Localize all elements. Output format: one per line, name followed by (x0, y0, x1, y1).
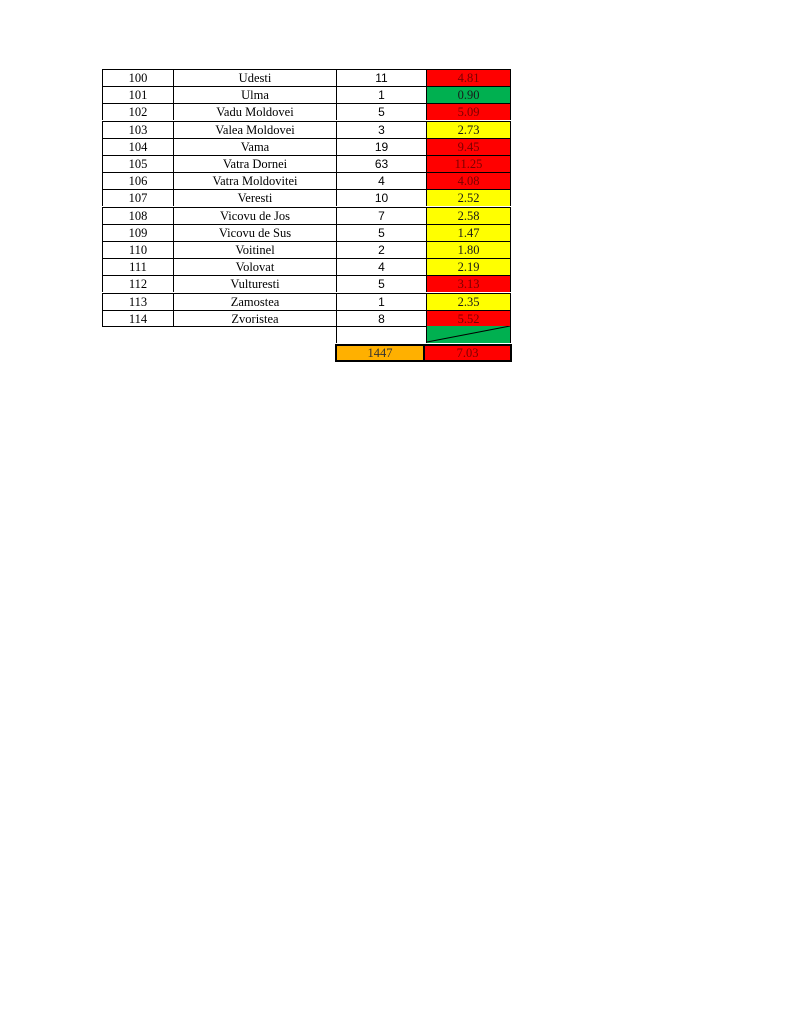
locality-name-cell: Vulturesti (173, 275, 336, 292)
rate-cell: 11.25 (426, 155, 511, 172)
row-number-cell: 100 (102, 69, 173, 86)
locality-name-cell: Vadu Moldovei (173, 103, 336, 120)
count-cell: 4 (336, 172, 426, 189)
count-cell: 1 (336, 86, 426, 103)
locality-name-cell: Vicovu de Sus (173, 224, 336, 241)
rate-cell: 5.09 (426, 103, 511, 120)
rate-cell: 2.58 (426, 207, 511, 224)
table-row (102, 172, 512, 189)
row-number-cell: 101 (102, 86, 173, 103)
count-cell: 2 (336, 241, 426, 258)
row-number-cell: 113 (102, 293, 173, 310)
locality-name-cell: Vama (173, 138, 336, 155)
row-number-cell: 107 (102, 189, 173, 206)
row-number-cell: 104 (102, 138, 173, 155)
row-number-cell: 108 (102, 207, 173, 224)
locality-name-cell: Veresti (173, 189, 336, 206)
row-number-cell: 112 (102, 275, 173, 292)
locality-name-cell: Valea Moldovei (173, 121, 336, 138)
total-rate-cell: 7.03 (423, 344, 512, 362)
diagonal-line-icon (427, 326, 510, 343)
rate-cell: 9.45 (426, 138, 511, 155)
count-cell: 8 (336, 310, 426, 327)
locality-name-cell: Zamostea (173, 293, 336, 310)
table-row (102, 155, 512, 172)
rate-cell: 2.35 (426, 293, 511, 310)
locality-name-cell: Vatra Dornei (173, 155, 336, 172)
locality-name-cell: Zvoristea (173, 310, 336, 327)
table-row (102, 189, 512, 206)
count-cell: 5 (336, 224, 426, 241)
table-row (102, 293, 512, 310)
count-cell: 10 (336, 189, 426, 206)
count-cell: 3 (336, 121, 426, 138)
rate-cell: 4.81 (426, 69, 511, 86)
table-row (102, 121, 512, 138)
rate-cell: 1.47 (426, 224, 511, 241)
table-row (102, 258, 512, 275)
table-row (102, 86, 512, 103)
count-cell: 19 (336, 138, 426, 155)
count-cell: 1 (336, 293, 426, 310)
rate-cell: 4.08 (426, 172, 511, 189)
blank-count-cell (336, 326, 426, 343)
table-row (102, 275, 512, 292)
rate-cell: 2.73 (426, 121, 511, 138)
blank-row (336, 326, 511, 343)
table-row (102, 138, 512, 155)
blank-rate-cell (426, 326, 511, 343)
row-number-cell: 114 (102, 310, 173, 327)
row-number-cell: 105 (102, 155, 173, 172)
rate-cell: 2.52 (426, 189, 511, 206)
table-row (102, 224, 512, 241)
rate-cell: 3.13 (426, 275, 511, 292)
rate-cell: 1.80 (426, 241, 511, 258)
row-number-cell: 111 (102, 258, 173, 275)
table-row (102, 241, 512, 258)
count-cell: 7 (336, 207, 426, 224)
rate-cell: 2.19 (426, 258, 511, 275)
count-cell: 5 (336, 275, 426, 292)
row-number-cell: 102 (102, 103, 173, 120)
locality-name-cell: Volovat (173, 258, 336, 275)
count-cell: 11 (336, 69, 426, 86)
locality-name-cell: Vicovu de Jos (173, 207, 336, 224)
row-number-cell: 110 (102, 241, 173, 258)
locality-name-cell: Ulma (173, 86, 336, 103)
rate-cell: 5.52 (426, 310, 511, 327)
total-row (335, 344, 512, 362)
rate-cell: 0.90 (426, 86, 511, 103)
row-number-cell: 109 (102, 224, 173, 241)
table-row (102, 69, 512, 86)
locality-name-cell: Vatra Moldovitei (173, 172, 336, 189)
total-count-cell: 1447 (335, 344, 425, 362)
table-row (102, 310, 512, 327)
table-row (102, 207, 512, 224)
count-cell: 63 (336, 155, 426, 172)
table-row (102, 103, 512, 120)
locality-name-cell: Udesti (173, 69, 336, 86)
count-cell: 5 (336, 103, 426, 120)
locality-name-cell: Voitinel (173, 241, 336, 258)
row-number-cell: 103 (102, 121, 173, 138)
row-number-cell: 106 (102, 172, 173, 189)
count-cell: 4 (336, 258, 426, 275)
